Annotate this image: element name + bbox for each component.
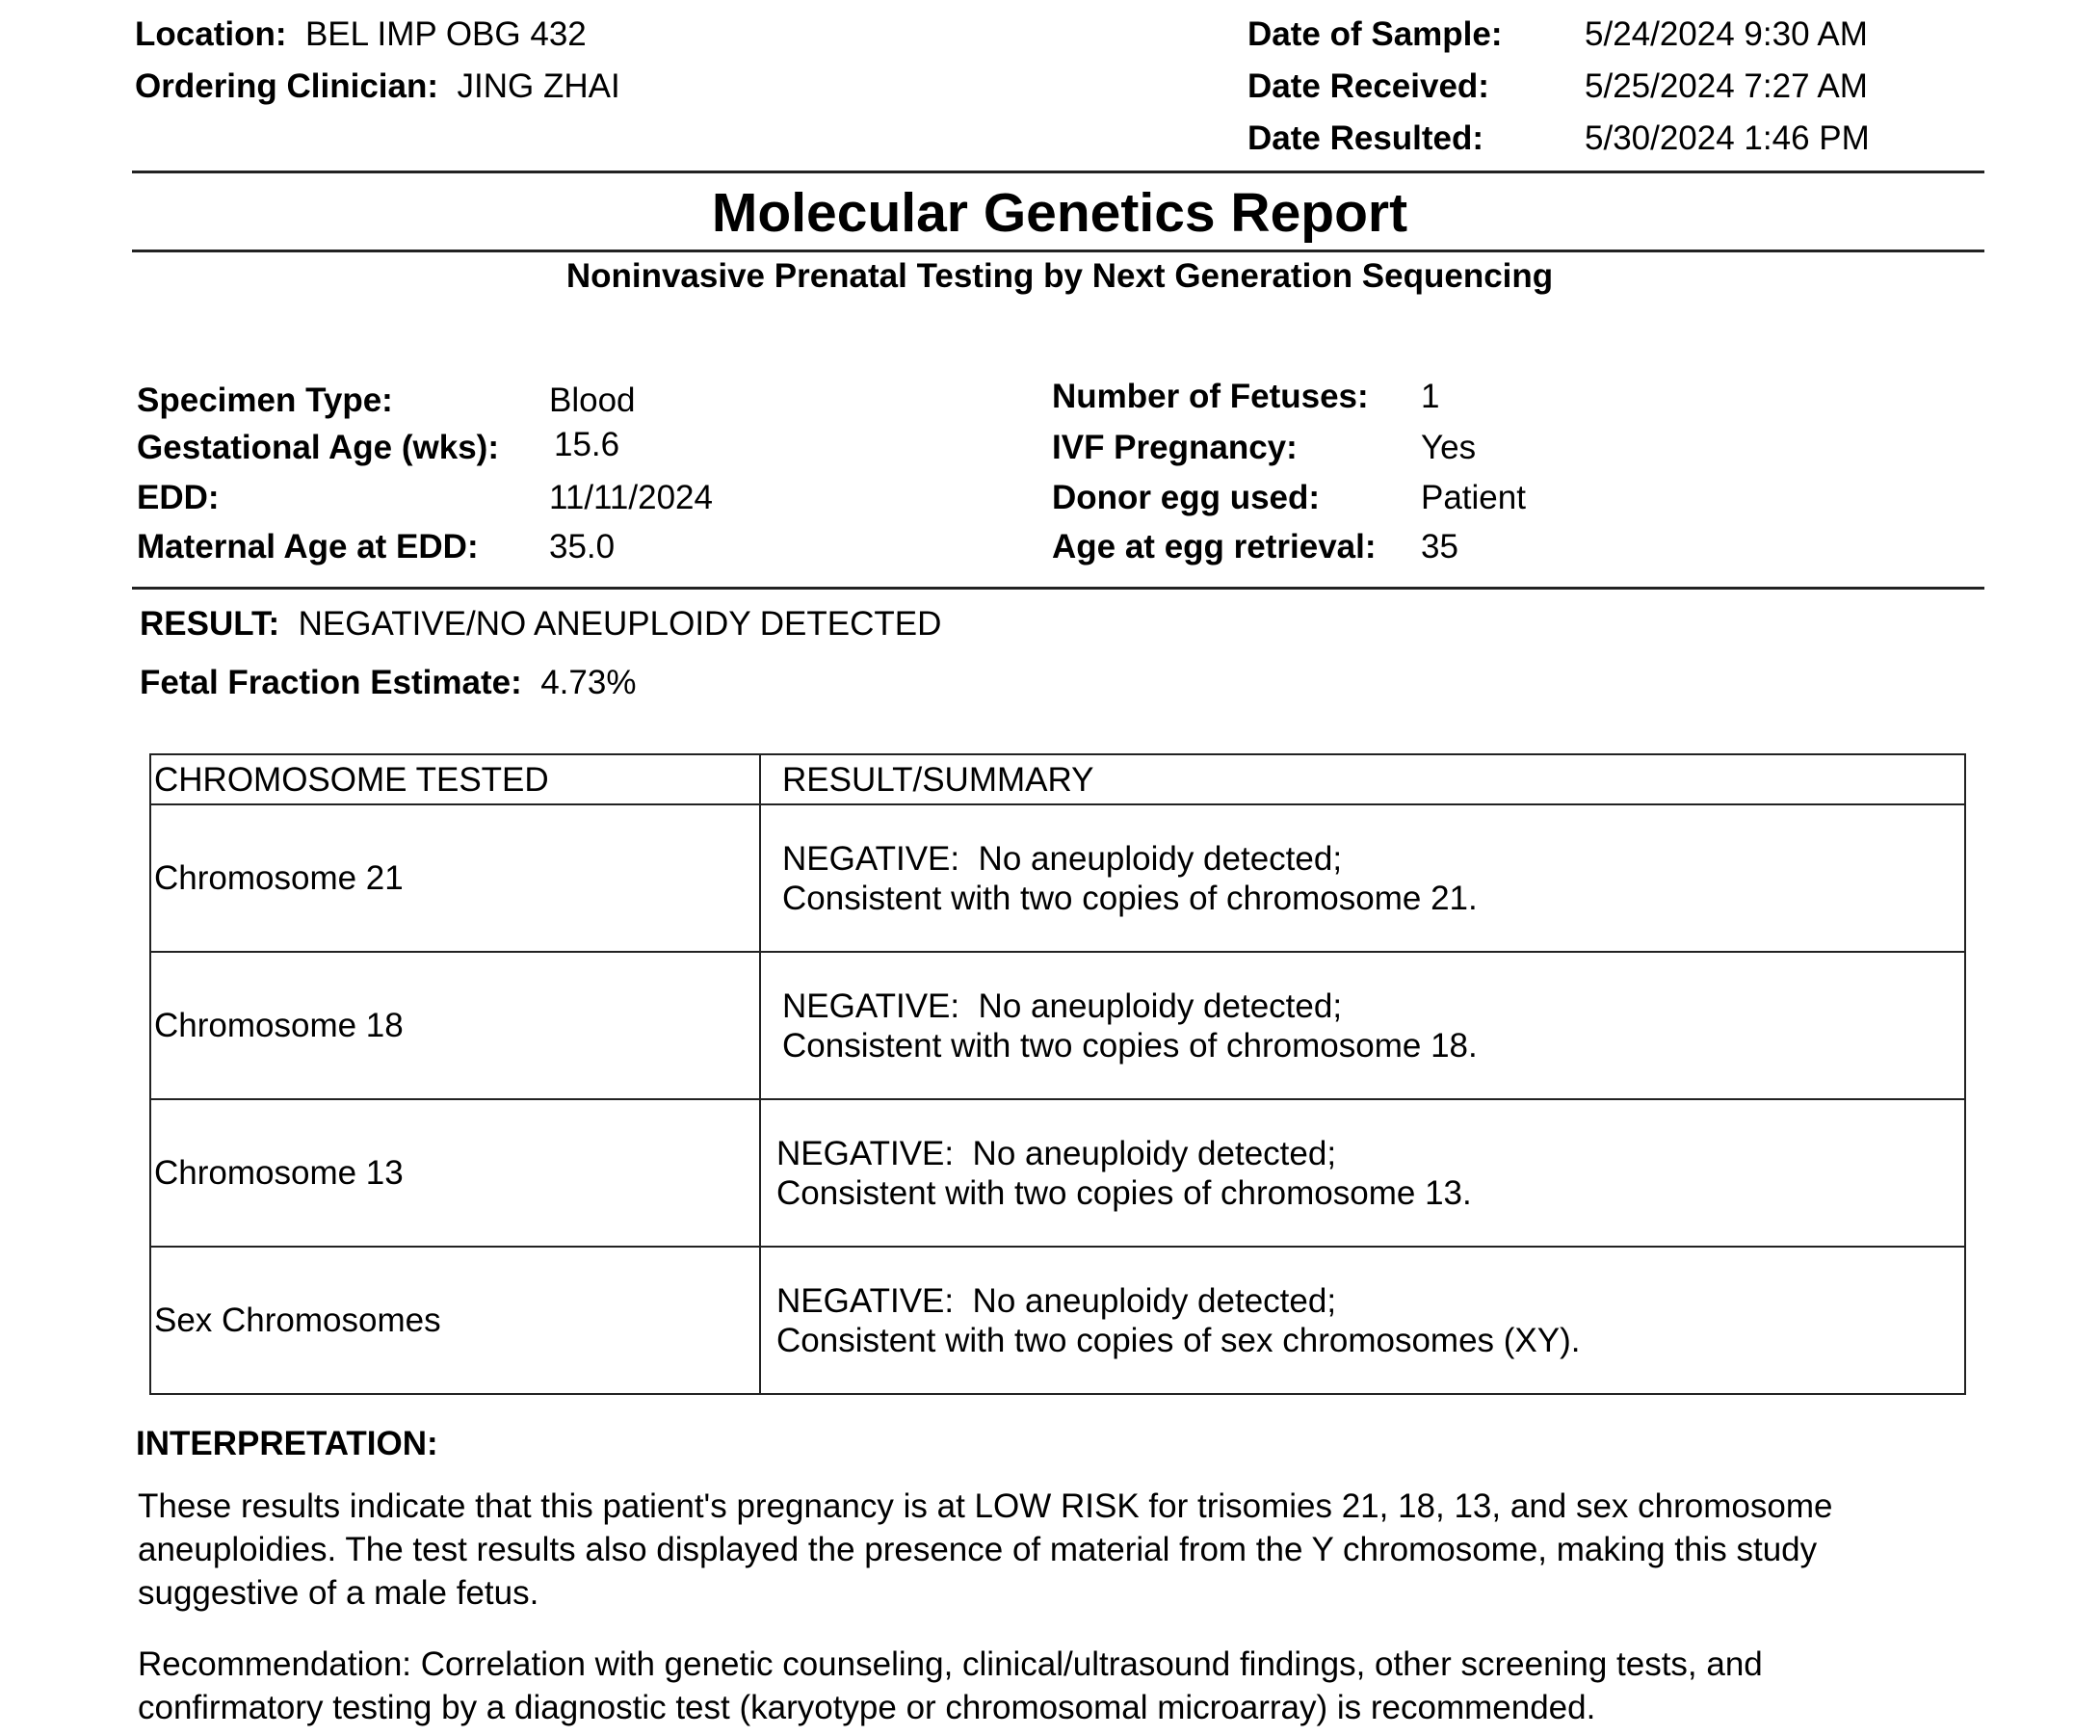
result-cell xyxy=(760,952,1965,1099)
recommendation-paragraph: Recommendation: Correlation with genetic counseling, clinical/ultrasound findings, other screening tests, and confirmatory testing by a diagnostic test (karyotype or chromosomal microarray) is recommended. xyxy=(138,1645,1763,1726)
divider-specimen xyxy=(132,587,1984,590)
clinician-value: JING ZHAI xyxy=(457,67,620,105)
ivf-pregnancy-label: IVF Pregnancy: xyxy=(1052,429,1298,466)
specimen-type-value: Blood xyxy=(549,381,636,419)
header-result: RESULT/SUMMARY xyxy=(760,754,1965,804)
interpretation-heading: INTERPRETATION: xyxy=(136,1425,438,1462)
result-line-2: Consistent with two copies of chromosome 13. xyxy=(776,1173,1472,1212)
result-line xyxy=(140,605,941,644)
donor-egg-value: Patient xyxy=(1421,479,1526,516)
date-received-label: Date Received: xyxy=(1247,67,1489,105)
maternal-age-label: Maternal Age at EDD: xyxy=(137,528,479,566)
date-received-value: 5/25/2024 7:27 AM xyxy=(1585,67,1868,105)
edd-label: EDD: xyxy=(137,479,220,516)
result-line-1: NEGATIVE: No aneuploidy detected; xyxy=(776,1134,1337,1172)
table-row xyxy=(150,804,1965,952)
result-label: RESULT: xyxy=(140,605,280,643)
result-cell xyxy=(760,1247,1965,1394)
chromosome-cell: Chromosome 21 xyxy=(150,804,760,952)
edd-value: 11/11/2024 xyxy=(549,479,713,516)
specimen-type-label: Specimen Type: xyxy=(137,381,393,419)
interpretation-paragraph: These results indicate that this patient's pregnancy is at LOW RISK for trisomies 21, 18, 13, and sex chromosome aneuploidies. The test results also displayed the presence of material from the Y chromosome, making this study suggestive of a male fetus. xyxy=(138,1487,1833,1612)
gestational-age-value: 15.6 xyxy=(554,426,620,463)
divider-title xyxy=(132,250,1984,252)
table-row xyxy=(150,1099,1965,1247)
number-of-fetuses-label: Number of Fetuses: xyxy=(1052,378,1369,415)
date-resulted-value: 5/30/2024 1:46 PM xyxy=(1585,119,1870,157)
number-of-fetuses-value: 1 xyxy=(1421,378,1440,415)
result-cell xyxy=(760,1099,1965,1247)
location-line xyxy=(135,15,587,54)
egg-retrieval-age-value: 35 xyxy=(1421,528,1458,566)
fetal-fraction-label: Fetal Fraction Estimate: xyxy=(140,664,522,701)
date-sample-value: 5/24/2024 9:30 AM xyxy=(1585,15,1868,53)
table-row xyxy=(150,952,1965,1099)
clinician-label: Ordering Clinician: xyxy=(135,67,439,105)
result-line-1: NEGATIVE: No aneuploidy detected; xyxy=(782,986,1343,1025)
donor-egg-label: Donor egg used: xyxy=(1052,479,1321,516)
header-chromosome: CHROMOSOME TESTED xyxy=(150,754,760,804)
fetal-fraction-value: 4.73% xyxy=(540,664,637,701)
date-resulted-label: Date Resulted: xyxy=(1247,119,1484,157)
chromosome-cell: Sex Chromosomes xyxy=(150,1247,760,1394)
clinician-line xyxy=(135,67,620,106)
location-value: BEL IMP OBG 432 xyxy=(304,15,587,53)
results-table xyxy=(149,753,1966,1395)
divider-top xyxy=(132,171,1984,173)
result-line-2: Consistent with two copies of sex chromosomes (XY). xyxy=(776,1321,1581,1359)
fetal-fraction-line xyxy=(140,664,636,702)
chromosome-cell: Chromosome 13 xyxy=(150,1099,760,1247)
result-line-1: NEGATIVE: No aneuploidy detected; xyxy=(782,839,1343,878)
result-line-2: Consistent with two copies of chromosome 21. xyxy=(782,879,1478,917)
result-value: NEGATIVE/NO ANEUPLOIDY DETECTED xyxy=(298,605,942,643)
ivf-pregnancy-value: Yes xyxy=(1421,429,1477,466)
table-row xyxy=(150,1247,1965,1394)
result-line-1: NEGATIVE: No aneuploidy detected; xyxy=(776,1281,1337,1320)
gestational-age-label: Gestational Age (wks): xyxy=(137,429,499,466)
result-cell xyxy=(760,804,1965,952)
location-label: Location: xyxy=(135,15,287,53)
date-sample-label: Date of Sample: xyxy=(1247,15,1503,53)
result-line-2: Consistent with two copies of chromosome 18. xyxy=(782,1026,1478,1065)
chromosome-cell: Chromosome 18 xyxy=(150,952,760,1099)
report-title: Molecular Genetics Report xyxy=(711,182,1408,244)
maternal-age-value: 35.0 xyxy=(549,528,616,566)
egg-retrieval-age-label: Age at egg retrieval: xyxy=(1052,528,1377,566)
report-subtitle: Noninvasive Prenatal Testing by Next Generation Sequencing xyxy=(565,257,1554,295)
table-header-row xyxy=(150,754,1965,804)
